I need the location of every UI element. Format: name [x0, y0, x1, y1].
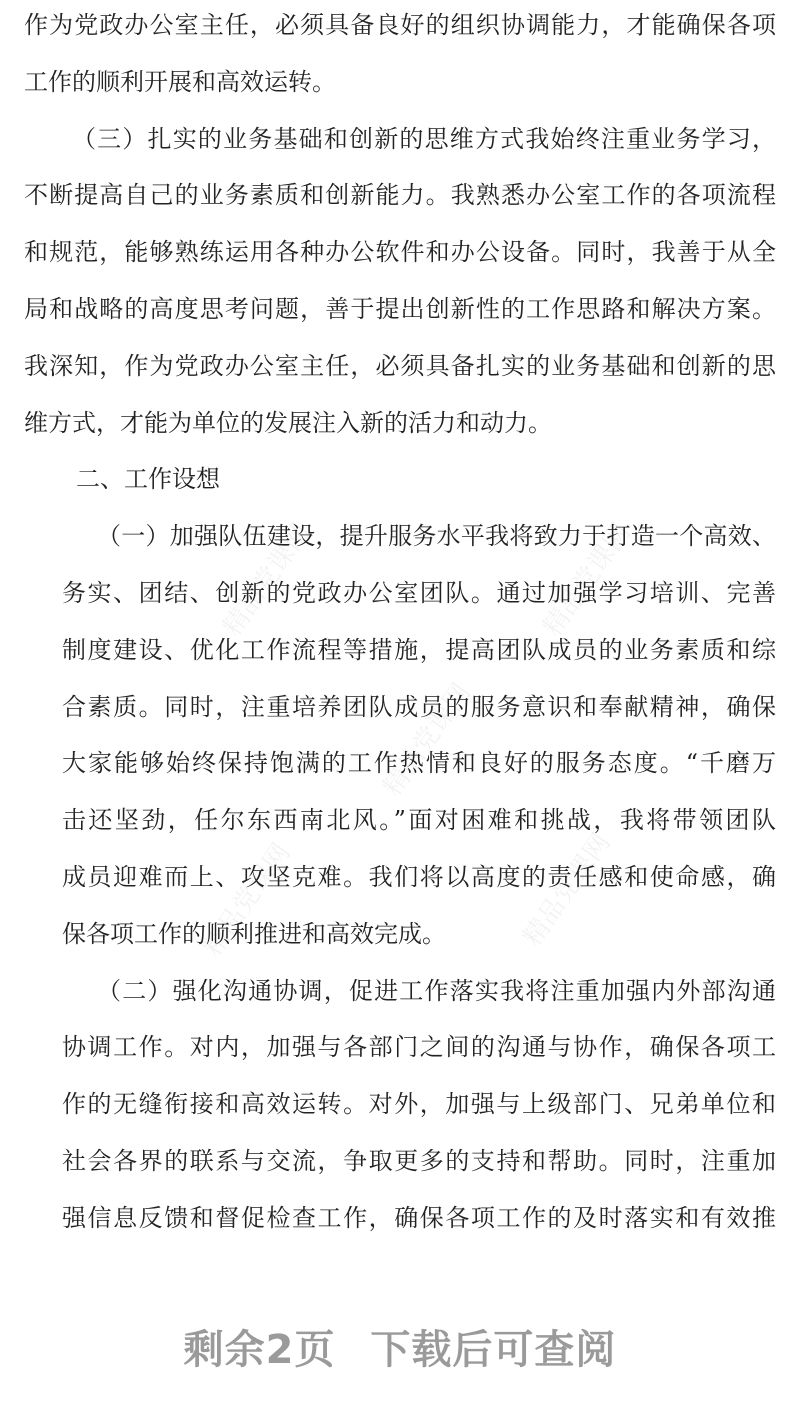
- paragraph-start: （一）加强队伍建设，提升服务水平我将致力于打造一个高效、: [97, 522, 776, 551]
- section-heading: 二、工作设想: [76, 465, 220, 494]
- text-line: 协调工作。对内，加强与各部门之间的沟通与协作，确保各项工: [62, 1033, 776, 1062]
- paragraph-start: （三）扎实的业务基础和创新的思维方式我始终注重业务学习，: [72, 124, 776, 153]
- watermark: 精品党课网: [197, 838, 297, 962]
- section-qualifications: [0, 0, 800, 451]
- text-line: 强信息反馈和督促检查工作，确保各项工作的及时落实和有效推: [62, 1203, 776, 1232]
- text-line: 制度建设、优化工作流程等措施，提高团队成员的业务素质和综: [62, 635, 776, 664]
- text-line: 成员迎难而上、攻坚克难。我们将以高度的责任感和使命感，确: [62, 862, 776, 891]
- text-line: 维方式，才能为单位的发展注入新的活力和动力。: [24, 408, 552, 437]
- text-line: 合素质。同时，注重培养团队成员的服务意识和奉献精神，确保: [62, 692, 776, 721]
- section-work-plan: [0, 451, 800, 1246]
- text-line: 局和战略的高度思考问题，善于提出创新性的工作思路和解决方案。: [24, 294, 776, 323]
- watermark: 精品党课网: [537, 518, 637, 642]
- text-line: 击还坚劲，任尔东西南北风。”面对困难和挑战，我将带领团队: [62, 806, 776, 835]
- text-line: 大家能够始终保持饱满的工作热情和良好的服务态度。“千磨万: [62, 749, 776, 778]
- text-line: 工作的顺利开展和高效运转。: [24, 67, 336, 96]
- text-line: 作为党政办公室主任，必须具备良好的组织协调能力，才能确保各项: [24, 11, 776, 39]
- watermark: 精品党课网: [217, 518, 317, 642]
- text-line: 作的无缝衔接和高效运转。对外，加强与上级部门、兄弟单位和: [62, 1090, 776, 1119]
- watermark: 精品党课网: [377, 678, 477, 802]
- remaining-pages-download-prompt[interactable]: 剩余2页 下载后可查阅: [183, 1327, 617, 1373]
- paragraph-start: （二）强化沟通协调，促进工作落实我将注重加强内外部沟通: [97, 976, 776, 1005]
- watermark: 精品党课网: [517, 828, 617, 952]
- text-line: 务实、团结、创新的党政办公室团队。通过加强学习培训、完善: [62, 578, 776, 607]
- text-line: 保各项工作的顺利推进和高效完成。: [62, 919, 446, 948]
- text-line: 我深知，作为党政办公室主任，必须具备扎实的业务基础和创新的思: [24, 351, 776, 380]
- text-line: 不断提高自己的业务素质和创新能力。我熟悉办公室工作的各项流程: [24, 181, 776, 210]
- text-line: 和规范，能够熟练运用各种办公软件和办公设备。同时，我善于从全: [24, 238, 776, 267]
- text-line: 社会各界的联系与交流，争取更多的支持和帮助。同时，注重加: [62, 1146, 776, 1175]
